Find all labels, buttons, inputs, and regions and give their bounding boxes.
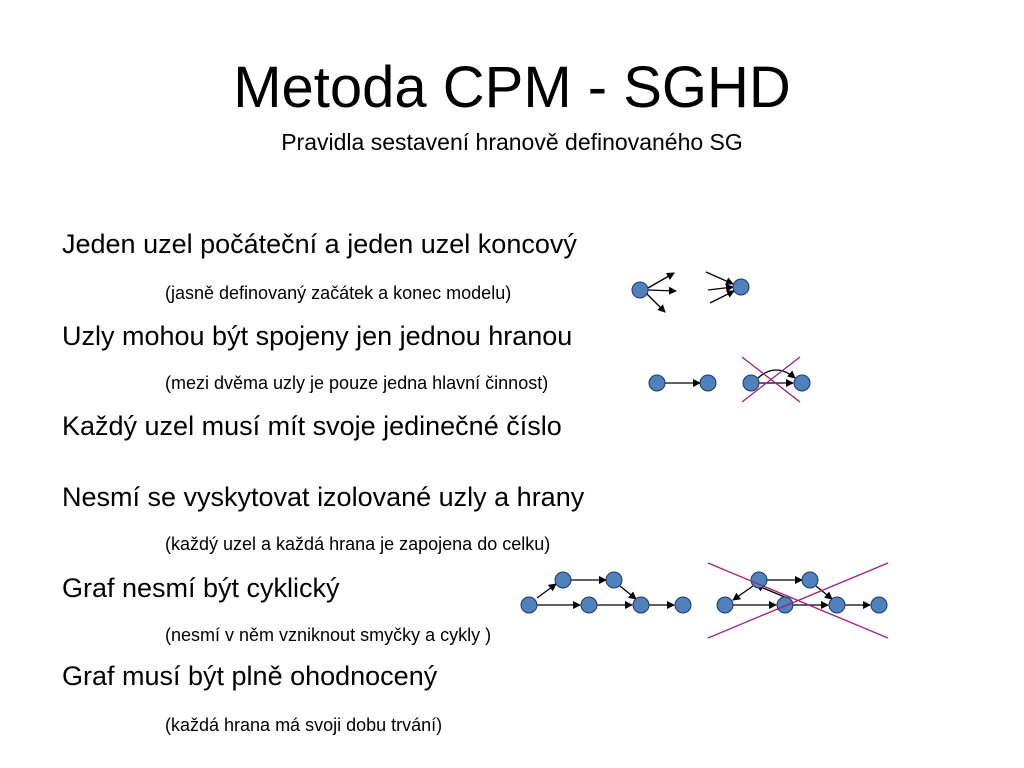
node <box>751 572 767 588</box>
note-acyclic: (nesmí v něm vzniknout smyčky a cykly ) <box>165 625 492 645</box>
edge <box>708 287 733 290</box>
node <box>700 375 716 391</box>
node <box>829 597 845 613</box>
node <box>743 375 759 391</box>
edge <box>706 272 733 284</box>
node <box>777 597 793 613</box>
rule-no-isolated: Nesmí se vyskytovat izolované uzly a hrany <box>62 482 585 512</box>
rule-fully-weighted: Graf musí být plně ohodnocený <box>62 661 438 691</box>
slide-title: Metoda CPM - SGHD <box>233 55 791 120</box>
node <box>581 597 597 613</box>
rule-unique-number: Každý uzel musí mít svoje jedinečné číslo <box>62 411 562 441</box>
note-single-edge: (mezi dvěma uzly je pouze jedna hlavní činnost) <box>165 373 549 393</box>
note-single-start-end: (jasně definovaný začátek a konec modelu) <box>165 283 512 303</box>
acyclic-diagram <box>521 572 691 613</box>
edge <box>648 273 674 288</box>
slide-subtitle: Pravidla sestavení hranově definovaného SG <box>281 129 743 155</box>
edge <box>648 290 676 291</box>
node <box>649 375 665 391</box>
node <box>675 597 691 613</box>
edge <box>710 291 734 303</box>
node <box>555 572 571 588</box>
node <box>633 597 649 613</box>
note-fully-weighted: (každá hrana má svoji dobu trvání) <box>165 715 443 735</box>
edge <box>733 586 753 600</box>
edge <box>537 584 556 598</box>
node <box>632 282 648 298</box>
cyclic-diagram <box>708 563 888 638</box>
rule-single-start-end: Jeden uzel počáteční a jeden uzel koncový <box>62 229 577 259</box>
node <box>733 279 749 295</box>
start-end-diagram <box>632 272 749 312</box>
note-no-isolated: (každý uzel a každá hrana je zapojena do celku) <box>165 534 551 554</box>
node <box>606 572 622 588</box>
node <box>871 597 887 613</box>
rule-single-edge: Uzly mohou být spojeny jen jednou hranou <box>62 321 573 351</box>
edge <box>647 294 665 312</box>
node <box>794 375 810 391</box>
edge <box>620 586 636 599</box>
single-edge-diagram <box>649 357 810 402</box>
node <box>802 572 818 588</box>
node <box>521 597 537 613</box>
node <box>717 597 733 613</box>
rule-acyclic: Graf nesmí být cyklický <box>62 573 340 603</box>
